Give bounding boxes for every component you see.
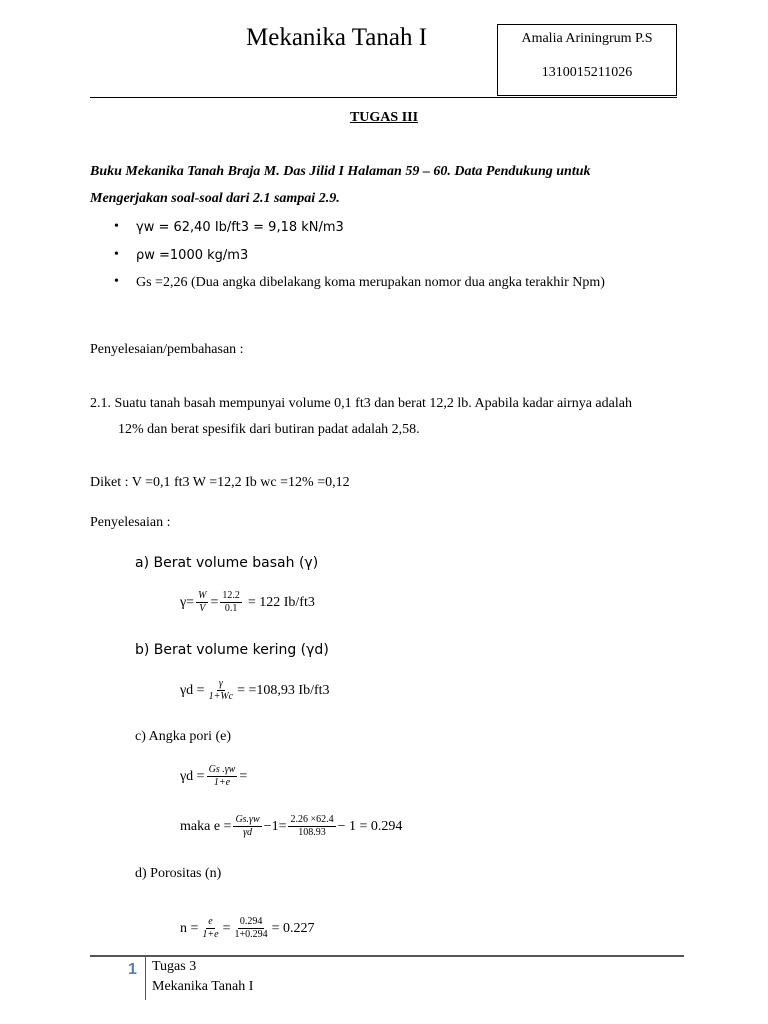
fraction: $\frac{2.26 \times 62.4}{108.93}$ [290,814,334,838]
author-name: Amalia Ariningrum P.S [521,31,653,46]
formula-c-maka: maka e = [180,818,232,834]
fraction: $\frac{12.2}{0.1}$ [222,590,240,614]
intro-line-2: Mengerjakan soal-soal dari 2.1 sampai 2.9. [90,191,340,206]
formula-d-lhs: n = [180,920,199,936]
part-d-label: d) Porositas (n) [135,866,222,881]
document-title: Mekanika Tanah I [246,24,428,51]
problem-line-2: 12% dan berat spesifik dari butiran padat adalah 2,58. [118,422,420,437]
formula-b-result: = =108,93 Ib/ft3 [237,682,330,698]
author-box [497,24,677,96]
formula-c-solution: maka e = $\frac{Gs.\gamma w}{\gamma d}$ −1= $\frac{2.26 \times 62.4}{108.93}$ − 1 = 0.294 [180,814,403,838]
fraction: $\frac{\gamma}{1+Wc}$ [208,678,234,702]
part-b-label: b) Berat volume kering (γd) [135,642,329,658]
formula-d-result: = 0.227 [271,920,315,936]
bullet-dot: • [114,247,119,262]
bullet-unit-weight-water: γw = 62,40 Ib/ft3 = 9,18 kN/m3 [136,220,344,235]
task-heading: TUGAS III [349,110,419,125]
intro-line-1: Buku Mekanika Tanah Braja M. Das Jilid I Halaman 59 – 60. Data Pendukung untuk [90,164,591,179]
formula-c-result: − 1 = 0.294 [337,818,403,834]
footer-task: Tugas 3 [152,959,197,974]
known-values: Diket : V =0,1 ft3 W =12,2 Ib wc =12% =0,12 [90,475,350,490]
formula-d: n = $\frac{e}{1+e}$ = $\frac{0.294}{1+0.294}$ = 0.227 [180,916,315,940]
footer-vertical-divider [145,955,146,1000]
header-divider [90,97,677,98]
footer-divider [90,955,684,957]
solution-label: Penyelesaian : [90,515,171,530]
fraction: $\frac{e}{1+e}$ [202,916,219,940]
formula-b [180,678,330,703]
solution-heading: Penyelesaian/pembahasan : [90,342,244,357]
part-a-label: a) Berat volume basah (γ) [135,555,319,571]
fraction: $\frac{W}{V}$ [198,590,207,614]
formula-c: γd = $\frac{Gs .\gamma w}{1+e}$ = [180,764,248,788]
bullet-dot: • [114,274,119,289]
fraction: $\frac{Gs .\gamma w}{1+e}$ [208,764,236,788]
formula-a: γ= $\frac{W}{V}$ = $\frac{12.2}{0.1}$ = 122 Ib/ft3 [180,590,315,614]
footer-course: Mekanika Tanah I [152,979,254,994]
bullet-dot: • [114,219,119,234]
bullet-density-water: ρw =1000 kg/m3 [136,248,249,263]
problem-line-1: 2.1. Suatu tanah basah mempunyai volume 0,1 ft3 dan berat 12,2 lb. Apabila kadar airnya adalah [90,396,632,411]
fraction: $\frac{Gs.\gamma w}{\gamma d}$ [235,814,260,838]
formula-c-lhs: γd = [180,768,205,784]
fraction: $\frac{0.294}{1+0.294}$ [234,916,268,940]
formula-a-lhs: γ= [180,594,195,610]
part-c-label: c) Angka pori (e) [135,729,232,744]
bullet-specific-gravity: Gs =2,26 (Dua angka dibelakang koma merupakan nomor dua angka terakhir Npm) [136,275,605,290]
formula-b-lhs: γd = [180,682,205,698]
author-npm: 1310015211026 [541,65,633,80]
page-number: 1 [128,961,137,978]
formula-a-result: = 122 Ib/ft3 [247,594,315,610]
